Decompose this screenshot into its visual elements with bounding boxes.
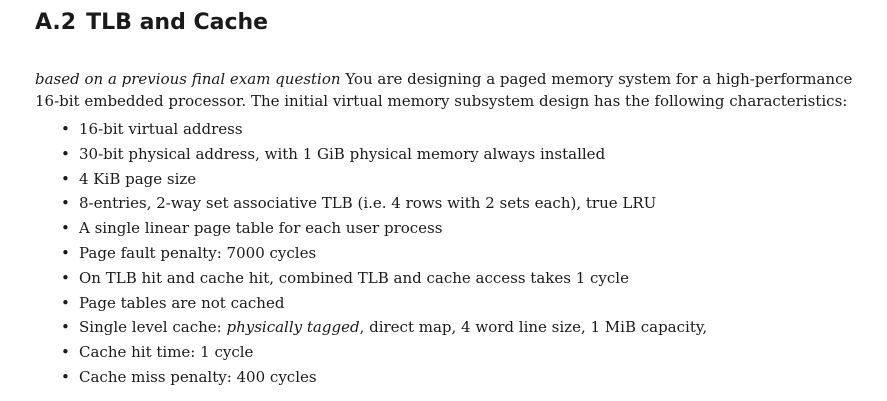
list-item — [35, 266, 855, 291]
cache-emphasis: physically tagged — [226, 318, 360, 337]
list-item-text: Cache hit time: 1 cycle — [79, 343, 254, 362]
list-item-text: 30-bit physical address, with 1 GiB physical memory always installed — [79, 144, 606, 163]
cache-suffix: , direct map, 4 word line size, 1 MiB capacity, — [359, 318, 708, 337]
bullet-icon: • — [61, 318, 70, 337]
bullet-icon: • — [61, 194, 70, 213]
list-item — [35, 365, 855, 390]
section-heading — [35, 8, 855, 38]
list-item — [35, 216, 855, 241]
list-item-text: Page tables are not cached — [79, 293, 285, 312]
list-item — [35, 340, 855, 365]
list-item — [35, 191, 855, 216]
section-title: TLB and Cache — [86, 10, 269, 35]
characteristics-list — [35, 117, 855, 390]
intro-paragraph — [35, 68, 855, 112]
bullet-icon: • — [61, 219, 70, 238]
bullet-icon: • — [61, 144, 70, 163]
bullet-icon: • — [61, 268, 70, 287]
bullet-icon: • — [61, 293, 70, 312]
list-item-text: A single linear page table for each user process — [79, 219, 443, 238]
list-item-cache — [35, 315, 855, 340]
bullet-icon: • — [61, 367, 70, 386]
document-page — [35, 8, 855, 390]
list-item-text: 16-bit virtual address — [79, 120, 243, 138]
list-item-text: Cache miss penalty: 400 cycles — [79, 367, 317, 386]
list-item — [35, 241, 855, 266]
list-item — [35, 167, 855, 192]
source-note: based on a previous final exam question — [35, 70, 341, 88]
bullet-icon: • — [61, 169, 70, 188]
bullet-icon: • — [61, 343, 70, 362]
bullet-icon: • — [61, 243, 70, 262]
list-item — [35, 117, 855, 142]
intro-text: You are designing a paged memory system for a high-performance 16-bit embedded processor. The initial virtual memory subsystem design has the following characteristics: — [35, 70, 853, 110]
cache-prefix: Single level cache: — [79, 318, 227, 337]
bullet-icon: • — [61, 120, 70, 138]
list-item-text: On TLB hit and cache hit, combined TLB and cache access takes 1 cycle — [79, 268, 629, 287]
list-item — [35, 291, 855, 316]
list-item-text: Page fault penalty: 7000 cycles — [79, 243, 317, 262]
section-number: A.2 — [35, 10, 77, 35]
list-item — [35, 142, 855, 167]
list-item-text: 4 KiB page size — [79, 169, 197, 188]
list-item-text: 8-entries, 2-way set associative TLB (i.e. 4 rows with 2 sets each), true LRU — [79, 194, 657, 213]
